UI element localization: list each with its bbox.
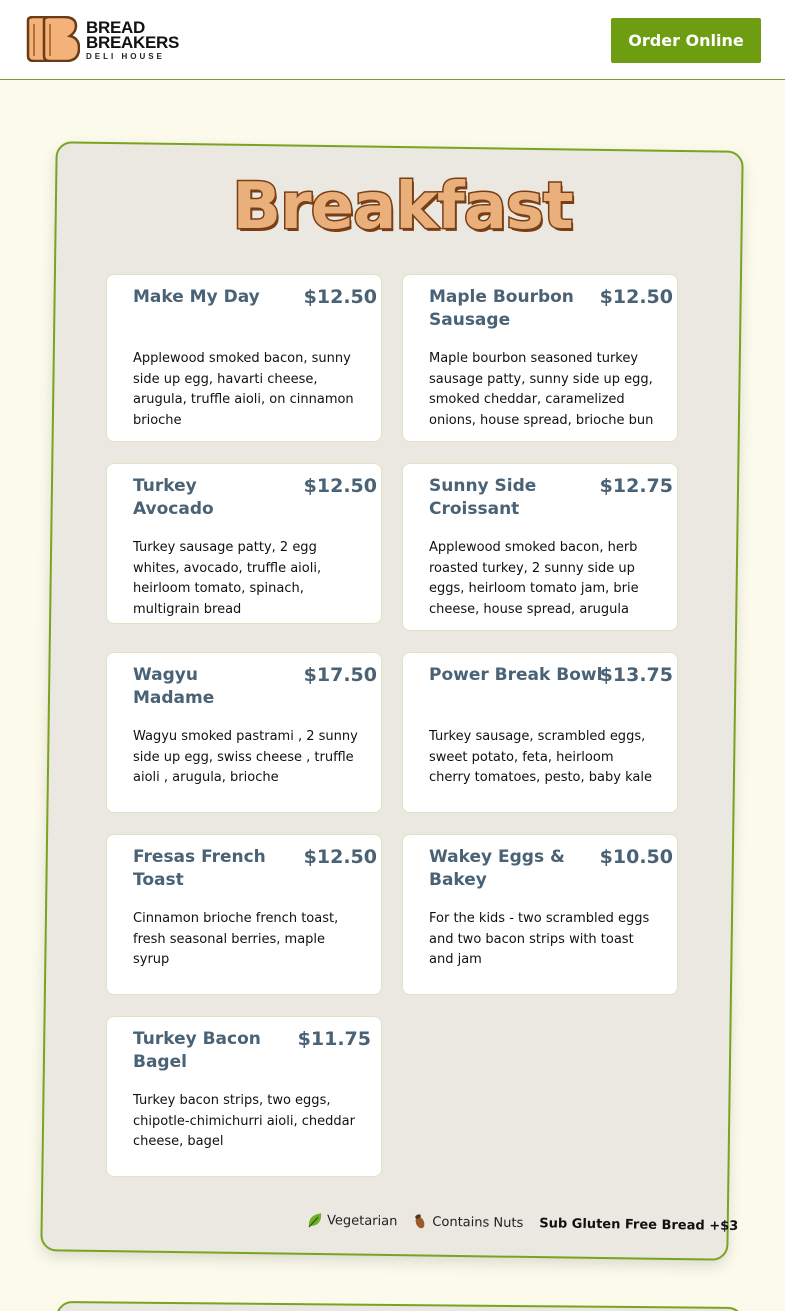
logo-line-breakers: BREAKERS bbox=[86, 33, 180, 52]
logo-line-bread: BREAD bbox=[86, 18, 145, 37]
menu-item-description: Maple bourbon seasoned turkey sausage patty, sunny side up egg, smoked cheddar, caramelized onions, house spread, brioche bun bbox=[429, 351, 654, 428]
menu-item[interactable] bbox=[106, 652, 382, 813]
menu-item-price: $13.75 bbox=[599, 664, 673, 686]
menu-item-price: $17.50 bbox=[303, 664, 377, 686]
brand-logo[interactable] bbox=[24, 16, 184, 64]
legend-nuts bbox=[411, 1212, 523, 1232]
menu-item-description: Applewood smoked bacon, herb roasted turkey, 2 sunny side up eggs, heirloom tomato jam, brie cheese, house spread, arugula bbox=[429, 540, 639, 617]
menu-item-description: Turkey sausage patty, 2 egg whites, avocado, truffle aioli, heirloom tomato, spinach, multigrain bread bbox=[133, 540, 322, 617]
menu-item-description: Applewood smoked bacon, sunny side up egg, havarti cheese, arugula, truffle aioli, on cinnamon brioche bbox=[133, 351, 354, 428]
menu-item-price: $11.75 bbox=[297, 1028, 371, 1050]
gluten-free-note: Sub Gluten Free Bread +$3 bbox=[539, 1215, 739, 1234]
menu-item-name: Make My Day bbox=[133, 287, 260, 307]
menu-item-description: Wagyu smoked pastrami , 2 sunny side up egg, swiss cheese , truffle aioli , arugula, brioche bbox=[133, 729, 358, 785]
legend-vegetarian bbox=[306, 1211, 398, 1230]
menu-item-name: Sunny Side Croissant bbox=[429, 476, 537, 519]
menu-item-price: $12.75 bbox=[599, 475, 673, 497]
menu-item[interactable] bbox=[402, 274, 678, 442]
logo-wordmark bbox=[86, 20, 179, 61]
legend-nuts-label: Contains Nuts bbox=[432, 1214, 524, 1231]
menu-item[interactable] bbox=[402, 463, 678, 631]
menu-item-name: Wagyu Madame bbox=[133, 665, 215, 708]
menu-item-name: Maple Bourbon Sausage bbox=[429, 287, 574, 330]
nut-icon bbox=[411, 1212, 429, 1230]
menu-item-name: Wakey Eggs & Bakey bbox=[429, 847, 565, 890]
menu-item-price: $10.50 bbox=[599, 846, 673, 868]
menu-item[interactable] bbox=[402, 834, 678, 995]
menu-item-price: $12.50 bbox=[303, 286, 377, 308]
menu-item-description: Cinnamon brioche french toast, fresh seasonal berries, maple syrup bbox=[133, 911, 339, 967]
logo-line-deli-house: DELI HOUSE bbox=[86, 52, 165, 61]
menu-item-name: Power Break Bowl bbox=[429, 665, 603, 685]
menu-item-price: $12.50 bbox=[303, 475, 377, 497]
menu-item[interactable] bbox=[402, 652, 678, 813]
legend-vegetarian-label: Vegetarian bbox=[326, 1212, 398, 1229]
menu-title: Breakfast bbox=[232, 170, 573, 244]
menu-item[interactable] bbox=[106, 274, 382, 442]
next-menu-card bbox=[56, 1301, 744, 1311]
menu-item-price: $12.50 bbox=[599, 286, 673, 308]
menu-item-name: Turkey Avocado bbox=[133, 476, 214, 519]
menu-item-description: Turkey sausage, scrambled eggs, sweet potato, feta, heirloom cherry tomatoes, pesto, baby kale bbox=[429, 729, 652, 785]
menu-item[interactable] bbox=[106, 463, 382, 624]
menu-item-description: Turkey bacon strips, two eggs, chipotle-chimichurri aioli, cheddar cheese, bagel bbox=[133, 1093, 355, 1149]
bread-logo-icon bbox=[24, 16, 80, 62]
menu-item[interactable] bbox=[106, 834, 382, 995]
menu-item-name: Fresas French Toast bbox=[133, 847, 266, 890]
menu-item[interactable] bbox=[106, 1016, 382, 1177]
menu-item-name: Turkey Bacon Bagel bbox=[133, 1029, 261, 1072]
menu-item-price: $12.50 bbox=[303, 846, 377, 868]
site-header bbox=[0, 0, 785, 80]
leaf-icon bbox=[306, 1211, 324, 1229]
order-online-button[interactable]: Order Online bbox=[611, 18, 761, 63]
menu-item-description: For the kids - two scrambled eggs and two bacon strips with toast and jam bbox=[429, 911, 650, 967]
